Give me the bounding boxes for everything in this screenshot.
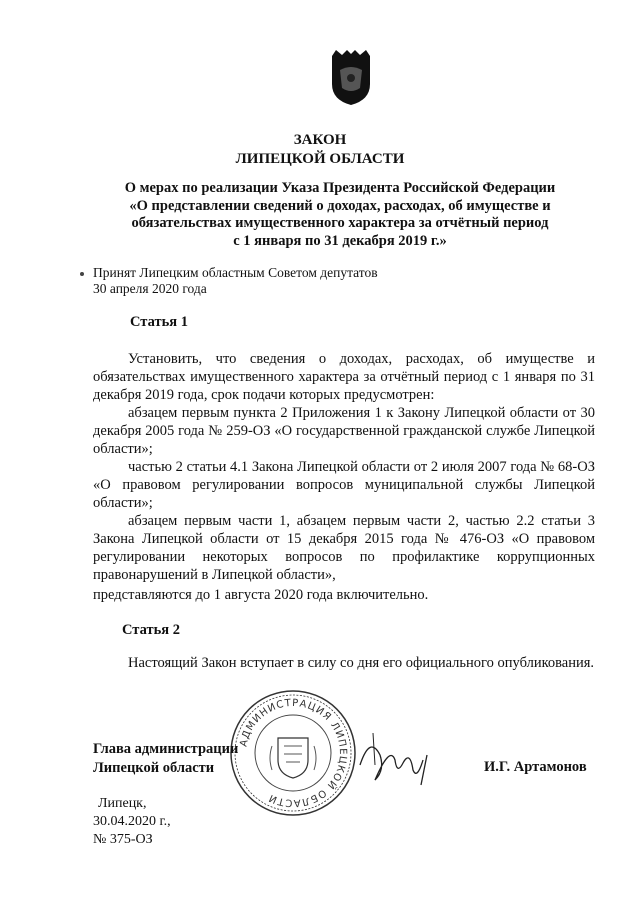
signature-icon [355, 725, 450, 795]
law-subject [20, 180, 640, 250]
coat-of-arms-icon [328, 50, 374, 106]
article2-body [93, 654, 595, 672]
article1-item: частью 2 статьи 4.1 Закона Липецкой области от 2 июля 2007 года № 68-ОЗ «О правовом регулировании вопросов муниципальной службы Липецкой области»; [93, 459, 595, 511]
article1-intro: Установить, что сведения о доходах, расходах, об имуществе и обязательствах имущественного характера за отчётный период с 1 января по 31 декабря 2019 года, срок подачи которых предусмотрен: [93, 351, 595, 403]
adoption-date: 30 апреля 2020 года [93, 281, 207, 296]
article1-item: абзацем первым пункта 2 Приложения 1 к Закону Липецкой области от 30 декабря 2005 года № 259-ОЗ «О государственной гражданской службе Липецкой области»; [93, 405, 595, 457]
scan-mark [80, 272, 84, 276]
footer-number: № 375-ОЗ [93, 832, 153, 847]
footer-info [93, 795, 171, 849]
article1-closing: представляются до 1 августа 2020 года включительно. [93, 587, 429, 603]
stamp-text: АДМИНИСТРАЦИЯ ЛИПЕЦКОЙ ОБЛАСТИ [238, 697, 349, 809]
law-type: ЗАКОН [293, 132, 347, 148]
article2-heading: Статья 2 [122, 622, 180, 638]
adoption-info [93, 265, 378, 297]
footer-place: Липецк, [98, 796, 147, 811]
subject-line: О мерах по реализации Указа Президента Российской Федерации [124, 180, 556, 196]
official-stamp-icon [228, 688, 358, 818]
law-region: ЛИПЕЦКОЙ ОБЛАСТИ [235, 151, 405, 167]
subject-line: «О представлении сведений о доходах, расходах, об имуществе и [129, 197, 551, 214]
article1-item: абзацем первым части 1, абзацем первым части 2, частью 2.2 статьи 3 Закона Липецкой области от 15 декабря 2015 года № 476-ОЗ «О правовом регулировании некоторых вопросов по профилактике коррупционных правонарушений в Липецкой области», [93, 513, 595, 583]
article1-closing-block [93, 586, 595, 604]
footer-date: 30.04.2020 г., [93, 814, 171, 829]
signatory-name: И.Г. Артамонов [484, 759, 587, 775]
signatory-position [93, 740, 238, 778]
article1-body [93, 350, 595, 584]
subject-line: с 1 января по 31 декабря 2019 г.» [233, 232, 447, 249]
subject-line: обязательствах имущественного характера за отчётный период [131, 215, 549, 231]
article2-text: Настоящий Закон вступает в силу со дня его официального опубликования. [128, 655, 595, 671]
adoption-line: Принят Липецким областным Советом депутатов [93, 265, 378, 280]
position-line: Липецкой области [93, 760, 215, 776]
article1-heading: Статья 1 [130, 314, 188, 330]
position-line: Глава администрации [93, 741, 239, 757]
